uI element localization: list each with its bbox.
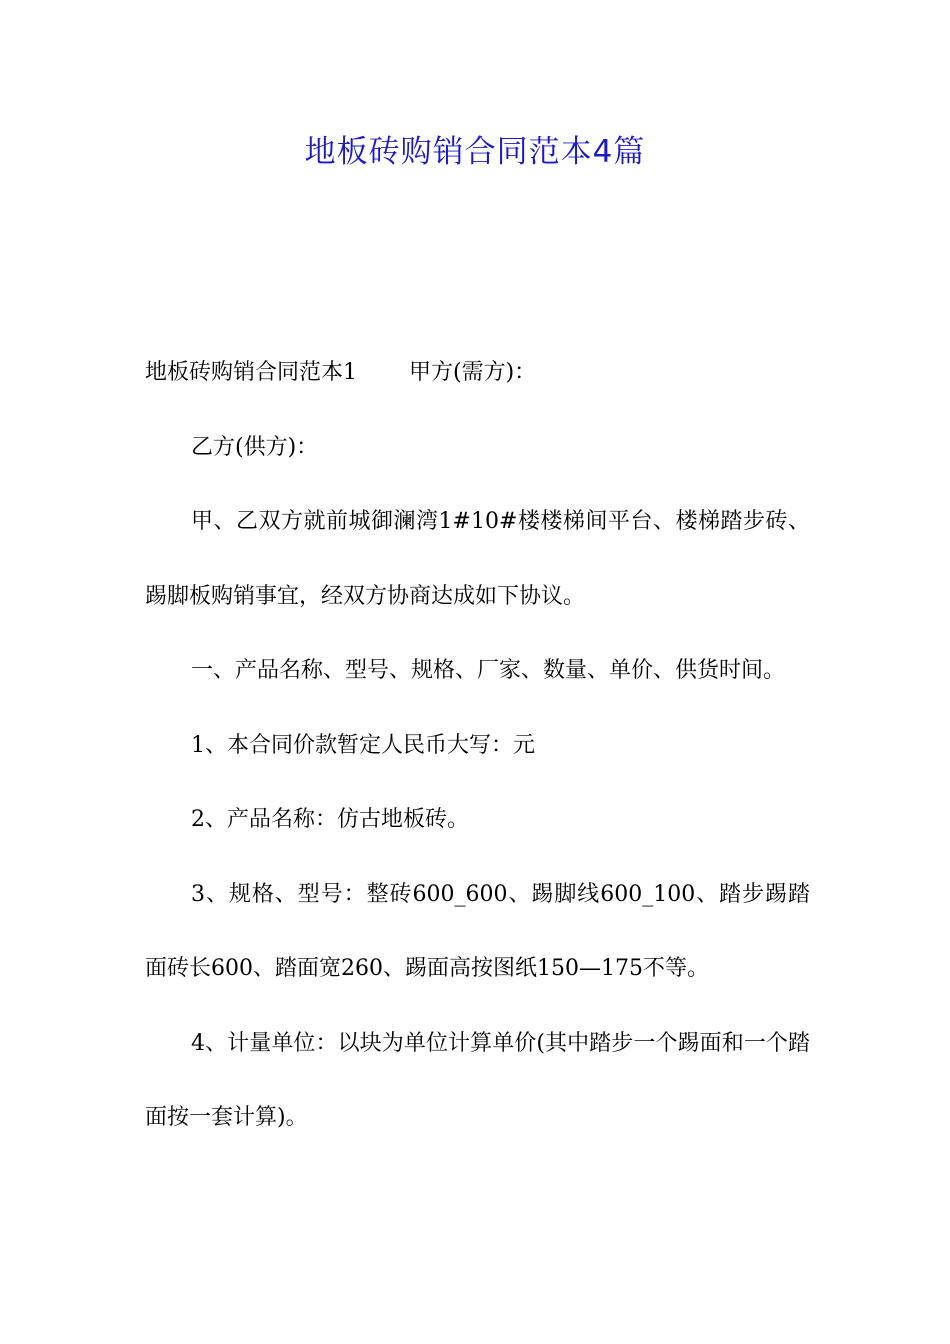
paragraph-item-4: 4、计量单位：以块为单位计算单价(其中踏步一个踢面和一个踏面按一套计算)。 xyxy=(145,1030,810,1130)
contract-heading: 地板砖购销合同范本1 xyxy=(145,360,357,385)
paragraph-intro: 甲、乙双方就前城御澜湾1#10#楼楼梯间平台、楼梯踏步砖、踢脚板购销事宜，经双方协商达成如下协议。 xyxy=(145,509,810,609)
paragraph-item-2: 2、产品名称：仿古地板砖。 xyxy=(191,807,469,832)
document-title: 地板砖购销合同范本4篇 xyxy=(304,134,646,170)
party-a-label: 甲方(需方)： xyxy=(409,360,537,385)
paragraph-item-1: 1、本合同价款暂定人民币大写：元 xyxy=(191,732,535,758)
paragraph-section-1: 一、产品名称、型号、规格、厂家、数量、单价、供货时间。 xyxy=(191,658,786,683)
paragraph-item-3: 3、规格、型号：整砖600_600、踢脚线600_100、踏步踢踏面砖长600、踏面宽260、踢面高按图纸150—175不等。 xyxy=(145,881,810,981)
first-line xyxy=(145,336,810,411)
paragraph-party-b: 乙方(供方)： xyxy=(191,434,319,460)
document-body xyxy=(145,336,810,1156)
